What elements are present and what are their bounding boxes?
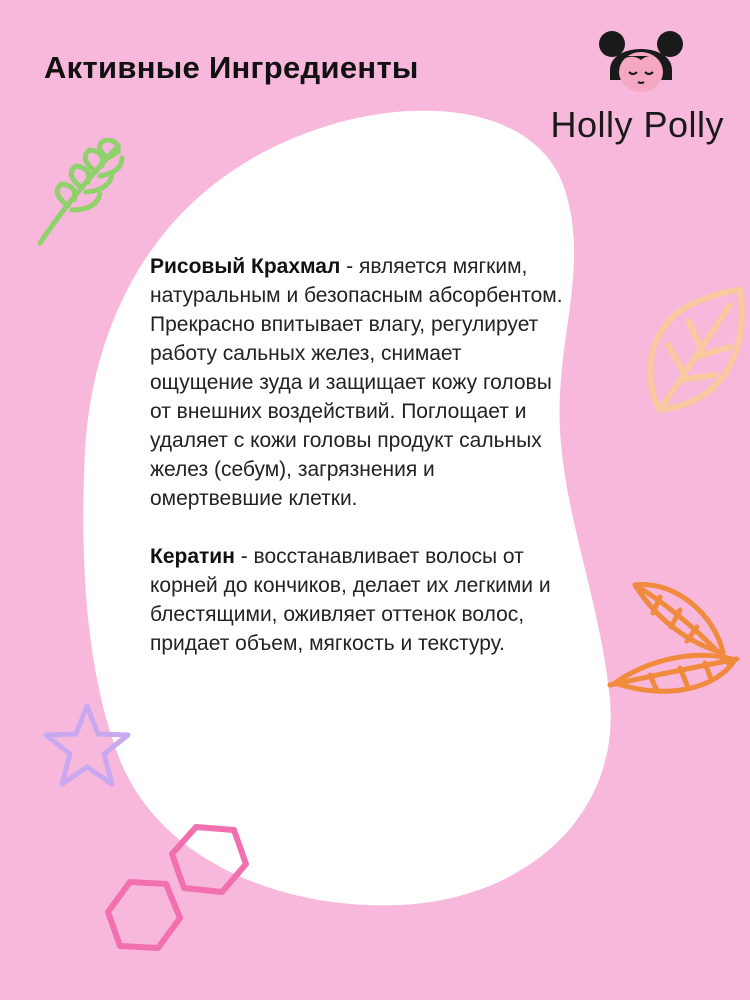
feather-icon — [605, 575, 745, 710]
ingredient-rice-starch — [150, 252, 570, 513]
wheat-icon — [30, 138, 130, 248]
girl-face-logo-icon — [596, 30, 686, 100]
brand-name: Holly Polly — [550, 104, 724, 145]
page-title: Активные Ингредиенты — [44, 50, 419, 85]
ingredient-description: - является мягким, натуральным и безопасным абсорбентом. Прекрасно впитывает влагу, регулирует работу сальных желез, снимает ощущение зуда и защищает кожу головы от внешних воздействий. Поглощает и удаляет с кожи головы продукт сальных желез (себум), загрязнения и омертвевшие клетки. — [150, 255, 563, 510]
leaf-icon — [640, 285, 750, 415]
ingredients-text — [150, 252, 570, 687]
star-icon — [40, 700, 135, 790]
ingredient-description: - восстанавливает волосы от корней до кончиков, делает их легкими и блестящими, оживляет оттенок волос, придает объем, мягкость и текстуру. — [150, 545, 551, 655]
ingredient-name: Рисовый Крахмал — [150, 255, 341, 278]
ingredient-keratin — [150, 542, 570, 658]
ingredient-name: Кератин — [150, 545, 235, 568]
hexagon-icon — [100, 822, 250, 957]
